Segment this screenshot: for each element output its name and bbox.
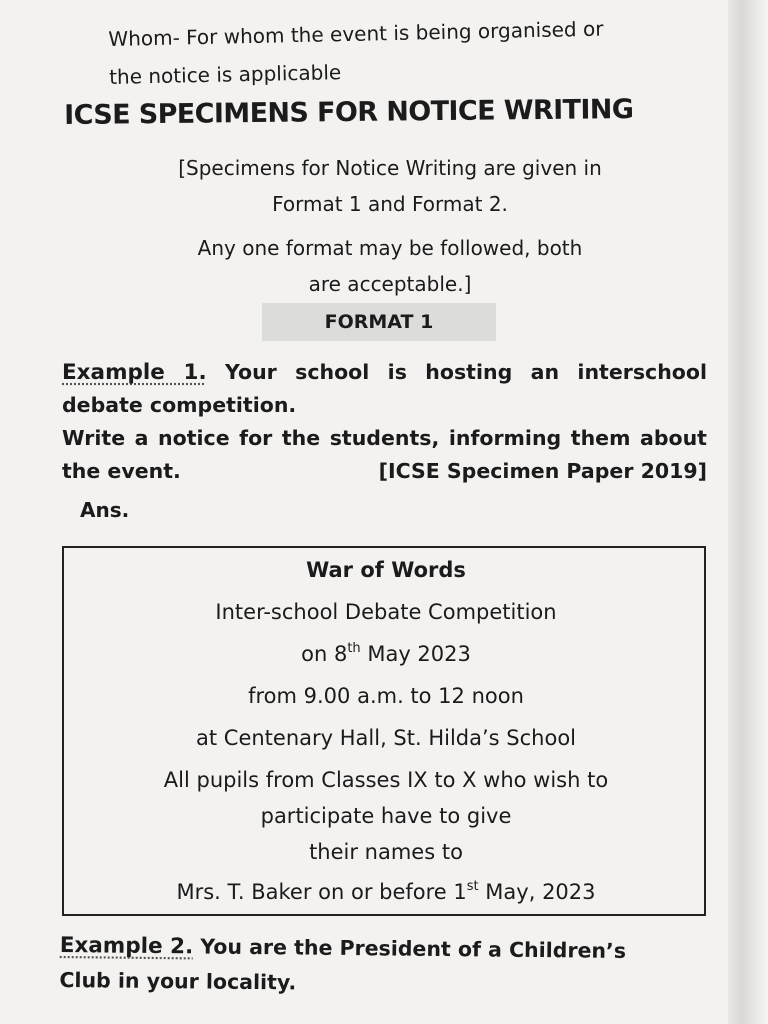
notice-box — [62, 546, 706, 916]
notice-date — [64, 642, 708, 666]
specimens-note — [90, 150, 690, 302]
format-label: FORMAT 1 — [262, 303, 496, 341]
page-edge — [728, 0, 768, 1024]
notice-time: from 9.00 a.m. to 12 noon — [248, 684, 524, 708]
notice-date-sup: th — [347, 641, 361, 656]
example-2-text-2: Club in your locality. — [59, 967, 297, 995]
notice-venue: at Centenary Hall, St. Hilda’s School — [196, 726, 576, 750]
notice-title: War of Words — [306, 558, 466, 582]
notice-deadline — [64, 880, 708, 904]
specimens-line-2: Format 1 and Format 2. — [272, 192, 508, 216]
intro-line-2: the notice is applicable — [108, 60, 342, 89]
specimens-line-1: [Specimens for Notice Writing are given in — [178, 156, 602, 180]
notice-names: their names to — [309, 840, 463, 864]
notice-date-suffix: May 2023 — [360, 642, 471, 666]
answer-label: Ans. — [80, 498, 130, 522]
intro-line-1: Whom- For whom the event is being organised or — [108, 16, 604, 51]
example-1-text-1: Your school is hosting an interschool debate competition. — [62, 360, 707, 417]
notice-deadline-sup: st — [466, 879, 479, 894]
notice-deadline-prefix: Mrs. T. Baker on or before 1 — [176, 880, 467, 904]
notice-event: Inter-school Debate Competition — [215, 600, 557, 624]
example-1-text-2: Write a notice for the students, informing them about the event. — [62, 426, 707, 483]
specimens-line-4: are acceptable.] — [308, 272, 472, 296]
example-1-label: Example 1. — [62, 360, 207, 385]
section-heading: ICSE SPECIMENS FOR NOTICE WRITING — [64, 94, 634, 131]
example-2-text-1: You are the President of a Children’s — [200, 934, 627, 963]
example-2 — [59, 928, 720, 1005]
example-2-label: Example 2. — [59, 932, 194, 960]
example-1 — [62, 356, 707, 488]
specimens-line-3: Any one format may be followed, both — [197, 236, 583, 260]
intro-text — [108, 7, 709, 96]
notice-eligibility: All pupils from Classes IX to X who wish to — [163, 768, 609, 792]
notice-participate: participate have to give — [260, 804, 512, 828]
notice-date-prefix: on 8 — [301, 642, 348, 666]
example-1-reference: [ICSE Specimen Paper 2019] — [378, 459, 707, 483]
notice-deadline-suffix: May, 2023 — [478, 880, 596, 904]
